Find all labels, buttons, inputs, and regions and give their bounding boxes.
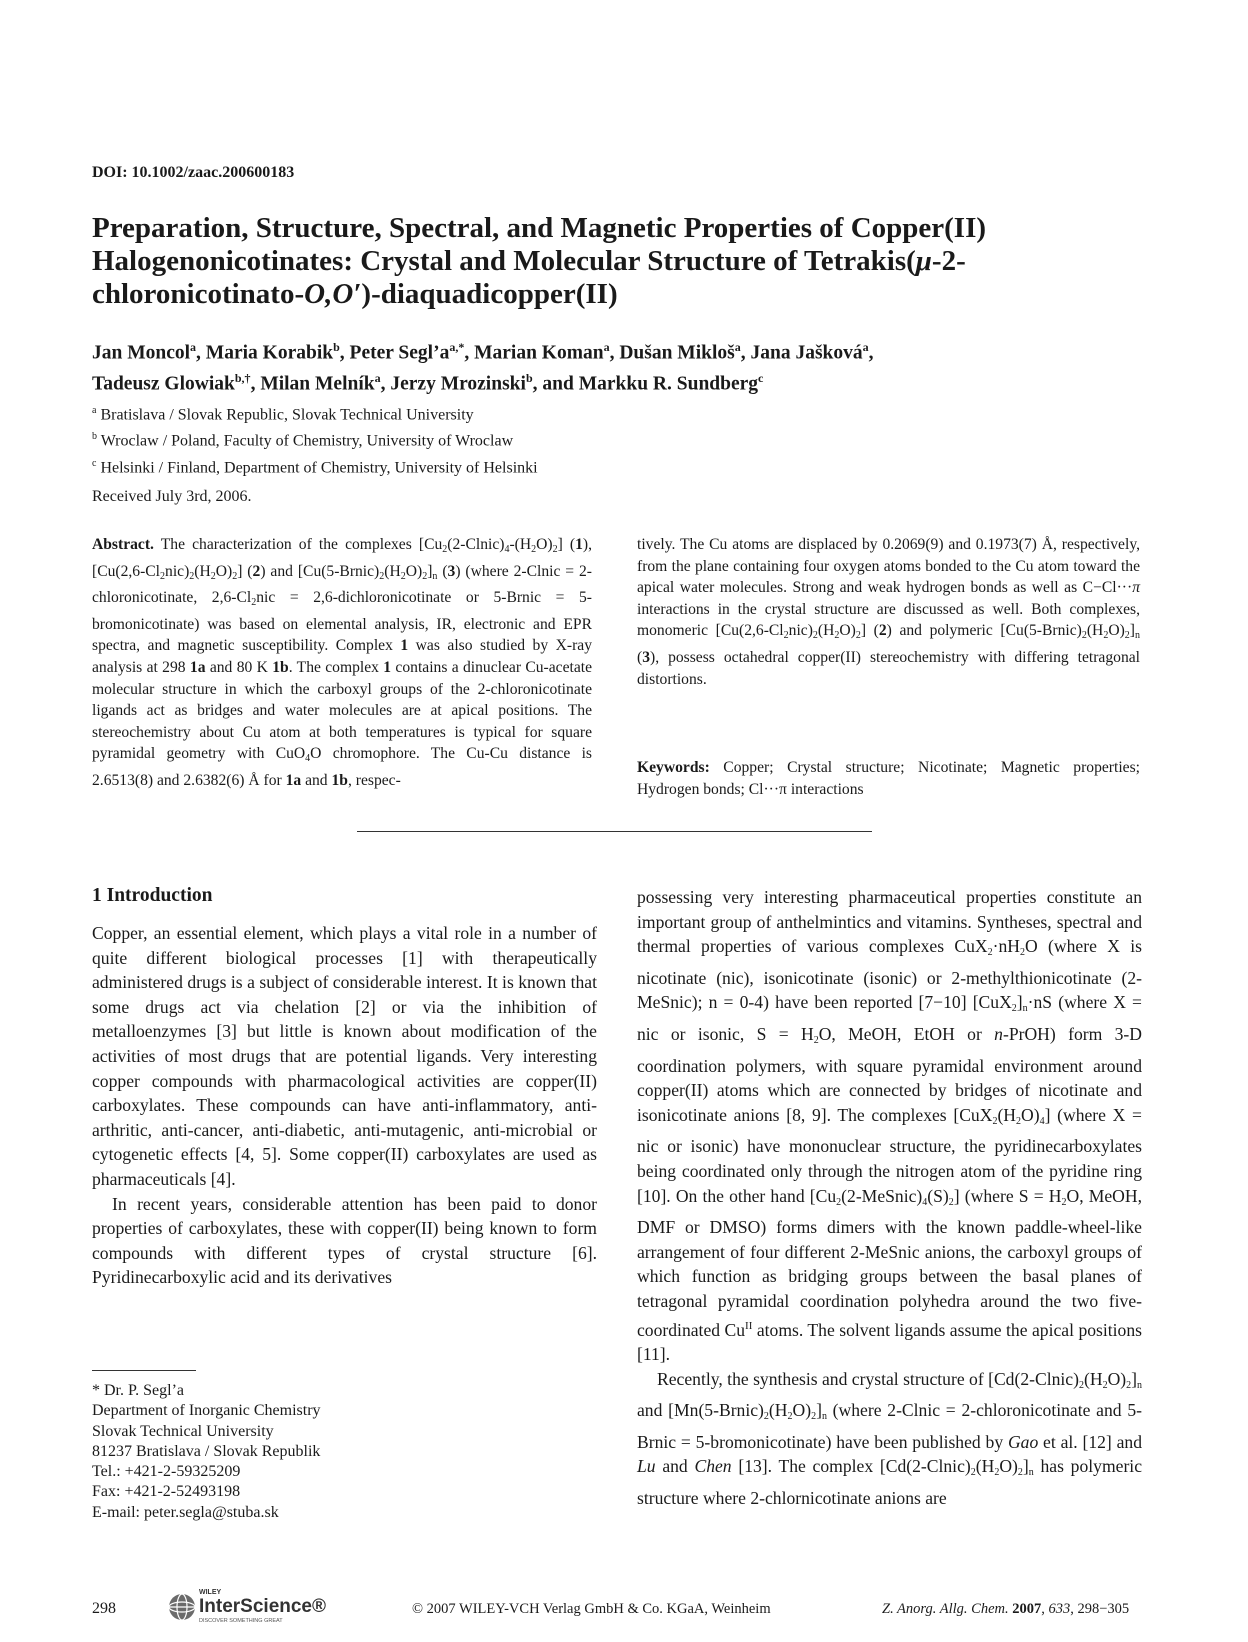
journal-citation: Z. Anorg. Allg. Chem. 2007, 633, 298−305 bbox=[882, 1601, 1130, 1617]
introduction-right-column: possessing very interesting pharmaceutical properties constitute an important group of anthelmintics and vitamins. Syntheses, spectral and thermal properties of various complexes $CuX_2\cdot nH_2O$ (where X is nicotinate (nic), isonicotinate (isonic) or 2-methylthionicotinate (2-MeSnic); n = 0-4) have been reported [7−10] $[CuX_2]_n\cdot nS$ (where X = nic or isonic, $S = H_2O$, MeOH, EtOH or n-PrOH) form 3-D coordination polymers, with square pyramidal environment around copper(II) atoms which are connected by bridges of nicotinate and isonicotinate anions [8, 9]. The complexes $[CuX_2(H_2O)_4]$ (where X = nic or isonic) have mononuclear structure, the pyridinecarboxylates being coordinated only through the nitrogen atom of the pyridine ring [10]. On the other hand $[Cu_2(2-MeSnic)_4(S)_2]$ (where $S = H_2O$, MeOH, DMF or DMSO) forms dimers with the known paddle-wheel-like arrangement of four different 2-MeSnic anions, the carboxyl groups of which function as bridging groups between the basal planes of tetragonal pyramidal coordination polyhedra around the two five-coordinated $Cu^{II}$ atoms. The solvent ligands assume the apical positions [11]. Recently, the synthesis and crystal structure of $[Cd(2-Clnic)_2(H_2O)_2]_n$ and $[Mn(5-Brnic)_2(H_2O)_2]_n$ (where 2-Clnic = 2-chloronicotinate and 5-Brnic = 5-bromonicotinate) have been published by Gao et al. [12] and Lu and Chen [13]. The complex $[Cd(2-Clnic)_2(H_2O)_2]_n$ has polymeric structure where 2-chlornicotinate anions are bbox=[637, 887, 1143, 1508]
author-email[interactable]: E-mail: peter.segla@stuba.sk bbox=[92, 1503, 279, 1521]
affiliations: $^a$ Bratislava / Slovak Republic, Slovak Technical University $^b$ Wroclaw / Poland, Faculty of Chemistry, University of Wroclaw $^c$ Helsinki / Finland, Department of Chemistry, University of Helsinki bbox=[92, 405, 538, 476]
article-title bbox=[92, 212, 1162, 311]
title-line-2: Halogenonicotinates: Crystal and Molecular Structure of Tetrakis(μ-2- bbox=[92, 245, 966, 277]
abstract-right: tively. The Cu atoms are displaced by 0.2069(9) and 0.1973(7) Å, respectively, from the plane containing four oxygen atoms bonded to the Cu atom toward the apical water molecules. Strong and weak hydrogen bonds as well as C−Cl···π interactions in the crystal structure are discussed as well. Both complexes, monomeric $[Cu(2,6-Cl_2nic)_2(H_2O)_2]$ (2) and polymeric $[Cu(5-Brnic)_2(H_2O)_2]_n$ (3), possess octahedral copper(II) stereochemistry with differing tetragonal distortions. bbox=[637, 536, 1140, 688]
author-list: Jan Moncol$^a$, Maria Korabik$^b$, Peter $Segl’a^{a,*}$, Marian Koman$^a$, Dušan Mikloš$^a$, Jana Jašková$^a$, Tadeusz Glowiak$^{b,\dagger}$, Milan Melník$^a$, Jerzy Mrozinski$^b$, and Markku R. Sundberg$^c$ bbox=[92, 340, 874, 394]
svg-text:WILEY: WILEY bbox=[199, 1589, 222, 1596]
introduction-left-column: Copper, an essential element, which plays a vital role in a number of quite different biological processes [1] with therapeutically administered drugs is a subject of considerable interest. It is known that some drugs act via chelation [2] or via the inhibition of metalloenzymes [3] but little is known about modification of the activities of most drugs that are potential ligands. Very interesting copper compounds with pharmacological activities are copper(II) carboxylates. These compounds can have anti-inflammatory, anti-arthritic, anti-cancer, anti-diabetic, anti-mutagenic, anti-microbial or cytogenetic effects [4, 5]. Some copper(II) carboxylates are used as pharmaceuticals [4]. In recent years, considerable attention has been paid to donor properties of carboxylates, these with copper(II) being known to form compounds with different types of crystal structure [6]. Pyridinecarboxylic acid and its derivatives bbox=[92, 923, 597, 1288]
svg-text:InterScience®: InterScience® bbox=[199, 1596, 326, 1617]
interscience-logo bbox=[166, 1585, 336, 1627]
title-line-3: chloronicotinato-O,O′)-diaquadicopper(II) bbox=[92, 278, 618, 310]
globe-icon bbox=[169, 1594, 195, 1620]
title-line-1: Preparation, Structure, Spectral, and Magnetic Properties of Copper(II) bbox=[92, 212, 987, 244]
section-divider bbox=[357, 831, 872, 832]
copyright: © 2007 WILEY-VCH Verlag GmbH & Co. KGaA, Weinheim bbox=[412, 1601, 771, 1617]
page-number: 298 bbox=[92, 1600, 116, 1617]
abstract-left: Abstract. The characterization of the complexes $[Cu_2(2-Clnic)_4-(H_2O)_2]$ (1), $[Cu(2,6-Cl_2nic)_2(H_2O)_2]$ (2) and $[Cu(5-Brnic)_2(H_2O)_2]_n$ (3) (where 2-Clnic = 2-chloronicotinate, $2,6-Cl_2nic$ = 2,6-dichloronicotinate or 5-Brnic = 5-bromonicotinate) was based on elemental analysis, IR, electronic and EPR spectra, and magnetic susceptibility. Complex 1 was also studied by X-ray analysis at 298 1a and 80 K 1b. The complex 1 contains a dinuclear Cu-acetate molecular structure in which the carboxyl groups of the 2-chloronicotinate ligands act as bridges and water molecules are at apical positions. The stereochemistry about Cu atom at both temperatures is typical for square pyramidal geometry with CuO$_4$O chromophore. The Cu-Cu distance is 2.6513(8) and 2.6382(6) Å for 1a and 1b, respec- bbox=[92, 536, 593, 789]
received-date: Received July 3rd, 2006. bbox=[92, 488, 252, 505]
corresponding-author-footnote: * Dr. P. Segl’a Department of Inorganic Chemistry Slovak Technical University 81237 Bratislava / Slovak Republik Tel.: +421-2-59325209 Fax: +421-2-52493198 E-mail: peter.segla@stuba.sk bbox=[92, 1381, 321, 1523]
doi: DOI: 10.1002/zaac.200600183 bbox=[92, 164, 295, 181]
section-heading: 1 Introduction bbox=[92, 885, 213, 906]
svg-text:DISCOVER SOMETHING GREAT: DISCOVER SOMETHING GREAT bbox=[199, 1618, 283, 1624]
keywords: Keywords: Copper; Crystal structure; Nicotinate; Magnetic properties; Hydrogen bonds; Cl···π interactions bbox=[637, 759, 1140, 798]
footnote-divider bbox=[92, 1370, 196, 1371]
